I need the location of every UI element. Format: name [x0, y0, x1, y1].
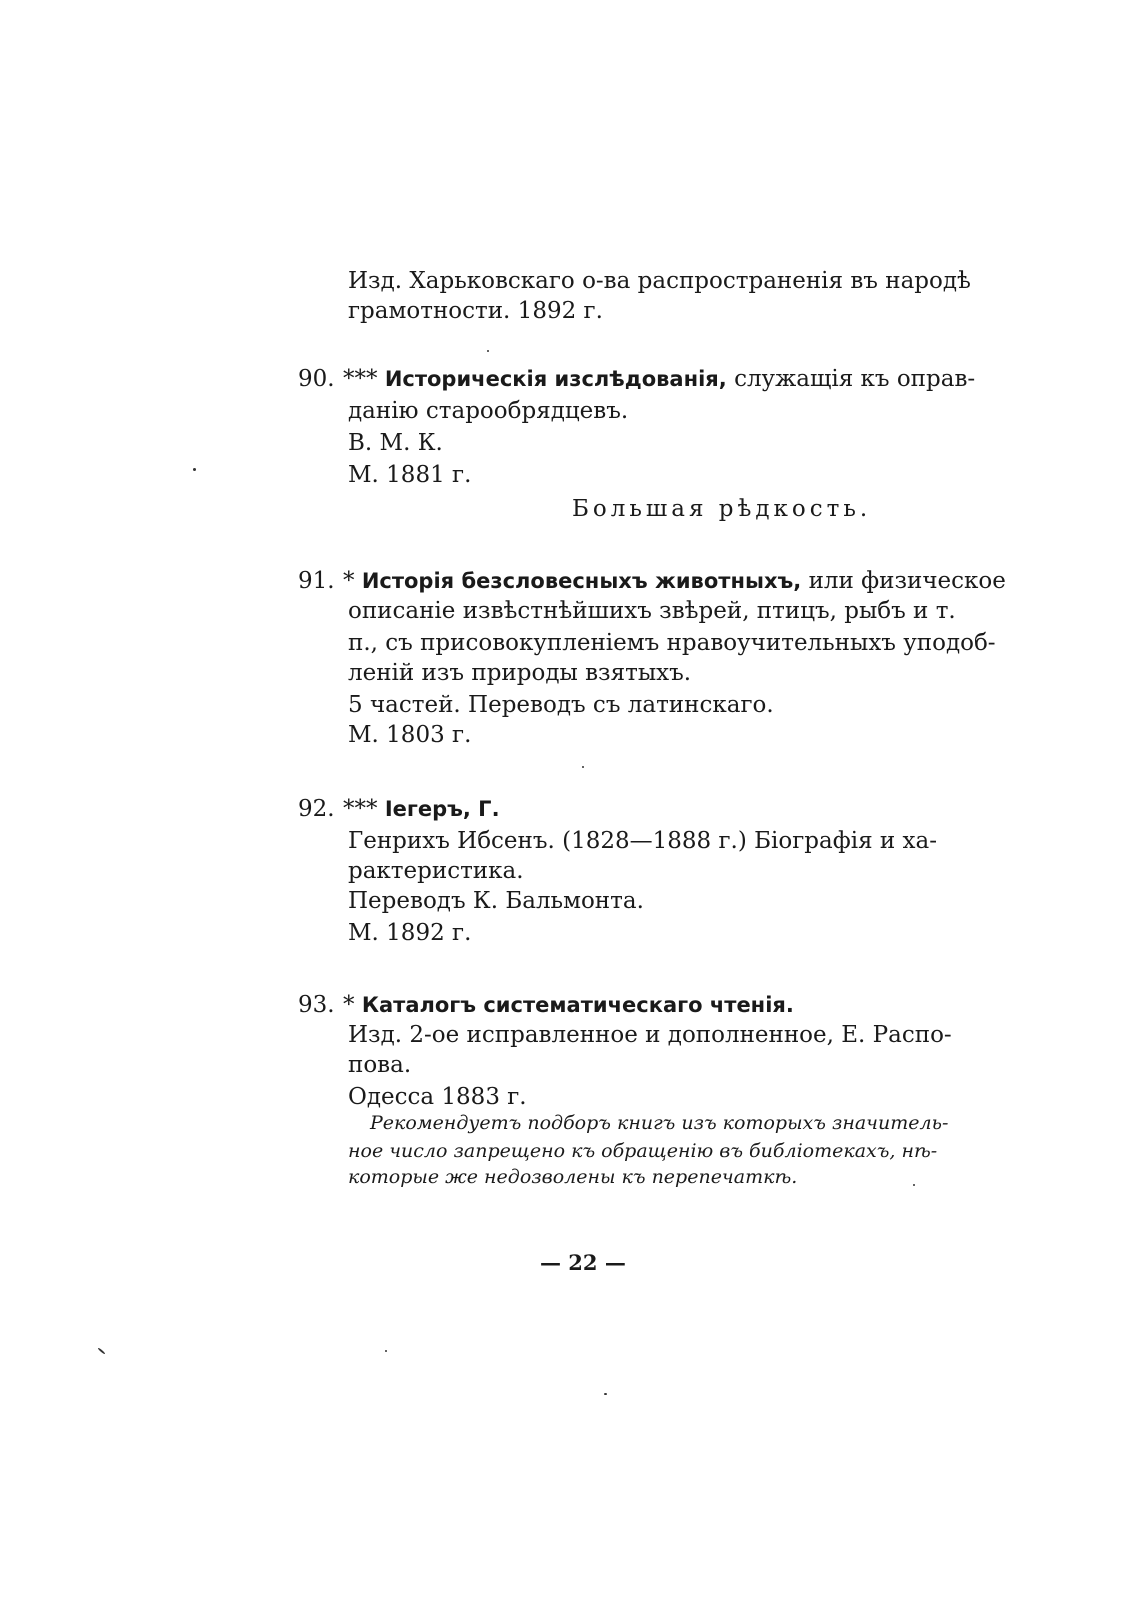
entry-number: 90.	[298, 366, 335, 392]
scan-speck	[487, 350, 489, 352]
entry-stars: ***	[343, 796, 378, 822]
entry-stars: ***	[343, 366, 378, 392]
entry-line: М. 1803 г.	[348, 722, 472, 748]
entry-line: В. М. К.	[348, 430, 443, 456]
entry-line: М. 1892 г.	[348, 920, 472, 946]
entry-note-line: которые же недозволены къ перепечаткѣ.	[348, 1166, 798, 1188]
entry-title: Іегеръ, Г.	[384, 797, 500, 821]
entry-line: пова.	[348, 1052, 412, 1078]
entry-stars: *	[343, 992, 355, 1018]
intro-line-1: Изд. Харьковскаго о-ва распространенія въ народѣ	[348, 268, 971, 294]
entry-line: леній изъ природы взятыхъ.	[348, 660, 692, 686]
scan-speck	[604, 1393, 607, 1395]
entry-line: п., съ присовокупленіемъ нравоучительныхъ уподоб-	[348, 630, 996, 656]
entry-line: Генрихъ Ибсенъ. (1828—1888 г.) Біографія и ха-	[348, 828, 937, 854]
entry-number: 92.	[298, 796, 335, 822]
entry-number: 93.	[298, 992, 335, 1018]
scan-speck	[582, 766, 584, 768]
entry-title: Каталогъ систематическаго чтенія.	[361, 993, 794, 1017]
scan-speck	[385, 1350, 387, 1352]
entry-heading	[343, 990, 794, 1020]
scan-speck	[97, 1347, 105, 1354]
entry-line: рактеристика.	[348, 858, 524, 884]
scan-speck	[193, 468, 196, 471]
entry-line: данію старообрядцевъ.	[348, 398, 629, 424]
entry-line: 5 частей. Переводъ съ латинскаго.	[348, 692, 774, 718]
entry-line: М. 1881 г.	[348, 462, 472, 488]
entry-heading	[343, 364, 975, 394]
page-number: — 22 —	[540, 1250, 626, 1275]
entry-number: 91.	[298, 568, 335, 594]
entry-heading	[343, 566, 1006, 596]
entry-line: Одесса 1883 г.	[348, 1084, 527, 1110]
entry-note-line: ное число запрещено къ обращенію въ библіотекахъ, нѣ-	[348, 1140, 938, 1162]
entry-remark: Большая рѣдкость.	[572, 496, 872, 522]
entry-title-rest: или физическое	[808, 568, 1006, 594]
entry-title-rest: служащія къ оправ-	[734, 366, 976, 392]
entry-line: Переводъ К. Бальмонта.	[348, 888, 644, 914]
entry-stars: *	[343, 568, 355, 594]
entry-title: Историческія изслѣдованія,	[384, 367, 727, 391]
entry-title: Исторія безсловесныхъ животныхъ,	[361, 569, 802, 593]
entry-heading	[343, 794, 500, 824]
intro-line-2: грамотности. 1892 г.	[348, 298, 603, 324]
entry-note-line: Рекомендуетъ подборъ книгъ изъ которыхъ значитель-	[370, 1112, 949, 1134]
entry-line: описаніе извѣстнѣйшихъ звѣрей, птицъ, рыбъ и т.	[348, 598, 956, 624]
scan-speck	[913, 1184, 915, 1186]
entry-line: Изд. 2-ое исправленное и дополненное, Е. Распо-	[348, 1022, 952, 1048]
